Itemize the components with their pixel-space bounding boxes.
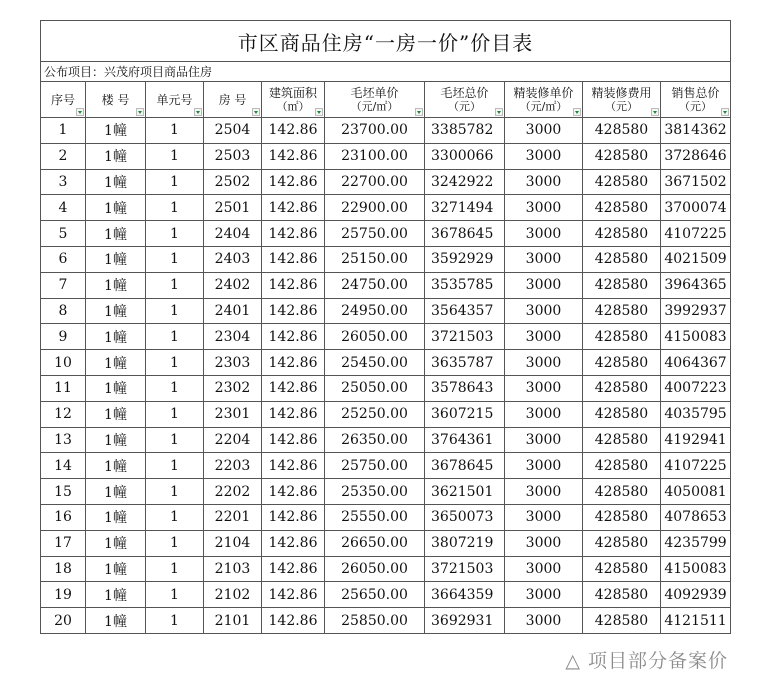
table-cell: 18 (41, 556, 86, 582)
column-header-label: 毛坯总价 (440, 85, 489, 100)
table-cell: 428580 (583, 246, 661, 272)
table-row (41, 298, 731, 324)
table-cell: 3814362 (661, 118, 731, 144)
table-row (41, 272, 731, 298)
table-cell: 2202 (204, 479, 262, 505)
table-row (41, 143, 731, 169)
table-cell: 1 (146, 427, 204, 453)
column-header-unit: （元） (605, 99, 638, 113)
table-cell: 428580 (583, 479, 661, 505)
table-cell: 2502 (204, 169, 262, 195)
filter-dropdown-icon[interactable] (721, 108, 729, 116)
table-cell: 1 (146, 350, 204, 376)
table-cell: 1 (146, 530, 204, 556)
table-cell: 142.86 (262, 453, 325, 479)
table-cell: 142.86 (262, 582, 325, 608)
table-cell: 1 (146, 143, 204, 169)
column-header-label: 建筑面积 (268, 85, 317, 100)
table-cell: 3242922 (425, 169, 505, 195)
filter-dropdown-icon[interactable] (194, 108, 202, 116)
table-cell: 4021509 (661, 246, 731, 272)
table-cell: 142.86 (262, 118, 325, 144)
table-cell: 3578643 (425, 375, 505, 401)
table-cell: 25150.00 (325, 246, 425, 272)
table-cell: 142.86 (262, 556, 325, 582)
table-cell: 4064367 (661, 350, 731, 376)
table-cell: 3385782 (425, 118, 505, 144)
table-cell: 428580 (583, 118, 661, 144)
table-cell: 4092939 (661, 582, 731, 608)
table-cell: 14 (41, 453, 86, 479)
column-header-unit: （元） (448, 99, 481, 113)
table-body (41, 118, 731, 634)
table-cell: 428580 (583, 582, 661, 608)
table-cell: 3000 (505, 246, 583, 272)
table-cell: 3000 (505, 556, 583, 582)
table-cell: 3000 (505, 350, 583, 376)
table-cell: 3807219 (425, 530, 505, 556)
table-cell: 142.86 (262, 324, 325, 350)
table-row (41, 375, 731, 401)
table-cell: 142.86 (262, 608, 325, 634)
table-row (41, 427, 731, 453)
table-cell: 428580 (583, 195, 661, 221)
column-header-label: 房 号 (218, 92, 247, 107)
table-cell: 1 (146, 504, 204, 530)
column-header-unit: （元/㎡） (519, 99, 568, 113)
table-cell: 3000 (505, 375, 583, 401)
table-cell: 428580 (583, 324, 661, 350)
table-cell: 428580 (583, 427, 661, 453)
table-cell: 1幢 (86, 272, 146, 298)
filter-dropdown-icon[interactable] (136, 108, 144, 116)
filter-dropdown-icon[interactable] (651, 108, 659, 116)
table-cell: 428580 (583, 608, 661, 634)
header-row (41, 82, 731, 118)
column-header (86, 82, 146, 118)
table-cell: 1 (146, 298, 204, 324)
table-cell: 3000 (505, 453, 583, 479)
table-cell: 4192941 (661, 427, 731, 453)
column-header (41, 82, 86, 118)
table-cell: 428580 (583, 143, 661, 169)
table-cell: 3764361 (425, 427, 505, 453)
table-cell: 428580 (583, 401, 661, 427)
table-cell: 1 (146, 324, 204, 350)
table-row (41, 582, 731, 608)
column-header-unit: （元） (679, 99, 713, 113)
filter-dropdown-icon[interactable] (415, 108, 423, 116)
table-cell: 1 (146, 118, 204, 144)
table-row (41, 118, 731, 144)
column-header-label: 精装修单价 (513, 85, 574, 100)
column-header-unit: （元/㎡） (350, 99, 399, 113)
table-cell: 4121511 (661, 608, 731, 634)
table-cell: 3000 (505, 608, 583, 634)
table-row (41, 195, 731, 221)
table-cell: 142.86 (262, 169, 325, 195)
table-cell: 3621501 (425, 479, 505, 505)
table-cell: 3000 (505, 530, 583, 556)
column-header-label: 销售总价 (671, 85, 720, 100)
table-cell: 3000 (505, 118, 583, 144)
table-cell: 1幢 (86, 246, 146, 272)
table-cell: 24950.00 (325, 298, 425, 324)
table-cell: 142.86 (262, 221, 325, 247)
table-cell: 3271494 (425, 195, 505, 221)
table-cell: 1 (146, 246, 204, 272)
table-cell: 13 (41, 427, 86, 453)
table-cell: 3000 (505, 221, 583, 247)
table-cell: 2501 (204, 195, 262, 221)
image-caption: △ 项目部分备案价 (565, 650, 728, 672)
filter-dropdown-icon[interactable] (315, 108, 323, 116)
column-header-label: 楼 号 (101, 92, 130, 107)
table-cell: 19 (41, 582, 86, 608)
table-cell: 142.86 (262, 195, 325, 221)
filter-dropdown-icon[interactable] (573, 108, 581, 116)
table-row (41, 479, 731, 505)
table-cell: 1幢 (86, 324, 146, 350)
table-cell: 3000 (505, 479, 583, 505)
table-cell: 1幢 (86, 530, 146, 556)
table-cell: 3000 (505, 143, 583, 169)
table-cell: 2303 (204, 350, 262, 376)
table-cell: 3000 (505, 427, 583, 453)
table-cell: 1幢 (86, 298, 146, 324)
table-cell: 3721503 (425, 324, 505, 350)
table-cell: 1 (146, 221, 204, 247)
table-cell: 428580 (583, 272, 661, 298)
column-header (661, 82, 731, 118)
page-title: 市区商品住房“一房一价”价目表 (41, 21, 731, 62)
table-cell: 2402 (204, 272, 262, 298)
table-cell: 1 (41, 118, 86, 144)
price-list-table (40, 20, 731, 634)
table-cell: 3000 (505, 169, 583, 195)
table-cell: 142.86 (262, 298, 325, 324)
table-cell: 3728646 (661, 143, 731, 169)
table-cell: 3000 (505, 582, 583, 608)
table-cell: 3650073 (425, 504, 505, 530)
table-cell: 1 (146, 195, 204, 221)
table-cell: 2 (41, 143, 86, 169)
table-cell: 428580 (583, 504, 661, 530)
filter-dropdown-icon[interactable] (252, 108, 260, 116)
table-cell: 2102 (204, 582, 262, 608)
table-cell: 1幢 (86, 427, 146, 453)
table-cell: 142.86 (262, 504, 325, 530)
table-cell: 428580 (583, 169, 661, 195)
table-cell: 7 (41, 272, 86, 298)
column-header (262, 82, 325, 118)
table-cell: 1 (146, 453, 204, 479)
column-header-label: 序号 (50, 92, 75, 107)
table-cell: 25050.00 (325, 375, 425, 401)
table-cell: 26350.00 (325, 427, 425, 453)
table-cell: 23100.00 (325, 143, 425, 169)
table-cell: 1幢 (86, 608, 146, 634)
table-cell: 23700.00 (325, 118, 425, 144)
table-cell: 2201 (204, 504, 262, 530)
table-cell: 15 (41, 479, 86, 505)
table-cell: 3678645 (425, 453, 505, 479)
table-cell: 2104 (204, 530, 262, 556)
table-cell: 3000 (505, 324, 583, 350)
table-cell: 428580 (583, 221, 661, 247)
table-cell: 1 (146, 582, 204, 608)
table-cell: 3300066 (425, 143, 505, 169)
column-header-label: 毛坯单价 (350, 85, 399, 100)
table-cell: 22900.00 (325, 195, 425, 221)
table-cell: 2503 (204, 143, 262, 169)
table-cell: 3964365 (661, 272, 731, 298)
column-header-label: 精装修费用 (591, 85, 652, 100)
table-cell: 16 (41, 504, 86, 530)
table-cell: 25250.00 (325, 401, 425, 427)
table-cell: 8 (41, 298, 86, 324)
table-cell: 3721503 (425, 556, 505, 582)
table-cell: 1 (146, 479, 204, 505)
table-cell: 6 (41, 246, 86, 272)
table-cell: 3664359 (425, 582, 505, 608)
table-cell: 25650.00 (325, 582, 425, 608)
table-row (41, 324, 731, 350)
table-cell: 24750.00 (325, 272, 425, 298)
table-row (41, 221, 731, 247)
table-cell: 1幢 (86, 221, 146, 247)
table-cell: 3000 (505, 195, 583, 221)
table-cell: 3 (41, 169, 86, 195)
table-cell: 142.86 (262, 479, 325, 505)
table-cell: 142.86 (262, 143, 325, 169)
table-row (41, 169, 731, 195)
table-cell: 142.86 (262, 350, 325, 376)
table-cell: 25850.00 (325, 608, 425, 634)
table-row (41, 608, 731, 634)
table-cell: 3700074 (661, 195, 731, 221)
table-cell: 3592929 (425, 246, 505, 272)
table-cell: 428580 (583, 298, 661, 324)
table-cell: 5 (41, 221, 86, 247)
table-cell: 20 (41, 608, 86, 634)
table-cell: 1幢 (86, 169, 146, 195)
table-cell: 2302 (204, 375, 262, 401)
table-cell: 142.86 (262, 401, 325, 427)
table-cell: 428580 (583, 530, 661, 556)
table-cell: 2101 (204, 608, 262, 634)
table-cell: 1 (146, 608, 204, 634)
column-header-unit: （㎡） (276, 99, 310, 113)
table-cell: 3535785 (425, 272, 505, 298)
table-cell: 142.86 (262, 530, 325, 556)
table-row (41, 556, 731, 582)
table-cell: 11 (41, 375, 86, 401)
table-cell: 4235799 (661, 530, 731, 556)
table-cell: 3678645 (425, 221, 505, 247)
table-cell: 4150083 (661, 324, 731, 350)
table-cell: 4150083 (661, 556, 731, 582)
table-cell: 25350.00 (325, 479, 425, 505)
table-cell: 25450.00 (325, 350, 425, 376)
table-cell: 2401 (204, 298, 262, 324)
table-cell: 3000 (505, 272, 583, 298)
table-cell: 142.86 (262, 427, 325, 453)
table-cell: 25550.00 (325, 504, 425, 530)
column-header (204, 82, 262, 118)
table-cell: 1 (146, 169, 204, 195)
table-row (41, 504, 731, 530)
table-cell: 428580 (583, 556, 661, 582)
table-cell: 3992937 (661, 298, 731, 324)
table-cell: 1 (146, 556, 204, 582)
column-header (325, 82, 425, 118)
table-cell: 3000 (505, 298, 583, 324)
table-cell: 428580 (583, 375, 661, 401)
table-cell: 1幢 (86, 479, 146, 505)
table-cell: 4078653 (661, 504, 731, 530)
table-cell: 25750.00 (325, 453, 425, 479)
table-cell: 2404 (204, 221, 262, 247)
column-header-label: 单元号 (156, 92, 193, 107)
table-cell: 1 (146, 375, 204, 401)
table-cell: 1幢 (86, 453, 146, 479)
table-cell: 2301 (204, 401, 262, 427)
table-cell: 142.86 (262, 246, 325, 272)
table-cell: 1幢 (86, 195, 146, 221)
table-cell: 1幢 (86, 504, 146, 530)
table-cell: 22700.00 (325, 169, 425, 195)
table-cell: 26050.00 (325, 324, 425, 350)
table-row (41, 453, 731, 479)
table-cell: 3564357 (425, 298, 505, 324)
column-header (425, 82, 505, 118)
table-cell: 12 (41, 401, 86, 427)
table-cell: 1幢 (86, 556, 146, 582)
table-cell: 25750.00 (325, 221, 425, 247)
table-row (41, 246, 731, 272)
table-cell: 3607215 (425, 401, 505, 427)
table-cell: 1幢 (86, 401, 146, 427)
filter-dropdown-icon[interactable] (495, 108, 503, 116)
table-row (41, 350, 731, 376)
table-cell: 2103 (204, 556, 262, 582)
table-cell: 2504 (204, 118, 262, 144)
table-cell: 4107225 (661, 221, 731, 247)
project-name: 公布项目：兴茂府项目商品住房 (41, 62, 731, 82)
table-cell: 1幢 (86, 143, 146, 169)
table-cell: 10 (41, 350, 86, 376)
table-cell: 1幢 (86, 582, 146, 608)
table-row (41, 530, 731, 556)
table-row (41, 401, 731, 427)
table-cell: 26650.00 (325, 530, 425, 556)
table-cell: 4035795 (661, 401, 731, 427)
table-cell: 9 (41, 324, 86, 350)
table-cell: 4050081 (661, 479, 731, 505)
table-cell: 1幢 (86, 375, 146, 401)
table-cell: 4 (41, 195, 86, 221)
column-header (583, 82, 661, 118)
table-cell: 4007223 (661, 375, 731, 401)
table-cell: 1幢 (86, 350, 146, 376)
table-cell: 1幢 (86, 118, 146, 144)
table-cell: 3000 (505, 401, 583, 427)
table-cell: 1 (146, 401, 204, 427)
table-cell: 3635787 (425, 350, 505, 376)
table-cell: 26050.00 (325, 556, 425, 582)
column-header (146, 82, 204, 118)
table-cell: 3692931 (425, 608, 505, 634)
table-cell: 428580 (583, 350, 661, 376)
column-header (505, 82, 583, 118)
table-cell: 142.86 (262, 375, 325, 401)
table-cell: 17 (41, 530, 86, 556)
table-cell: 4107225 (661, 453, 731, 479)
table-cell: 428580 (583, 453, 661, 479)
table-cell: 3000 (505, 504, 583, 530)
table-cell: 2204 (204, 427, 262, 453)
table-cell: 1 (146, 272, 204, 298)
table-cell: 142.86 (262, 272, 325, 298)
table-cell: 3671502 (661, 169, 731, 195)
table-cell: 2403 (204, 246, 262, 272)
table-cell: 2203 (204, 453, 262, 479)
table-cell: 2304 (204, 324, 262, 350)
filter-dropdown-icon[interactable] (76, 108, 84, 116)
